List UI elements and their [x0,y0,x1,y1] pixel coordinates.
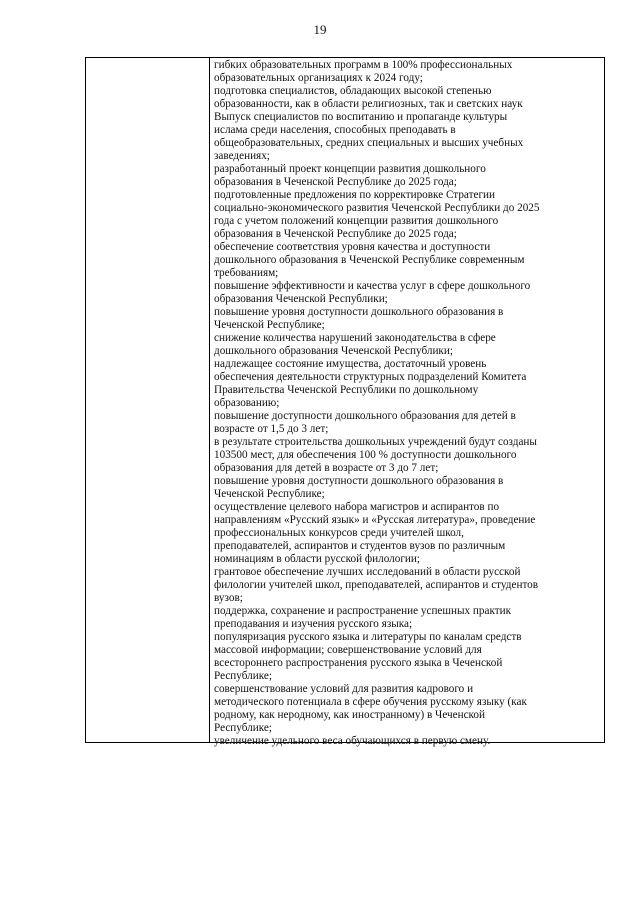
text-line: филологии учителей школ, преподавателей, аспирантов и студентов [214,579,539,591]
document-table [85,57,605,747]
text-line: поддержка, сохранение и распространение успешных практик [214,605,512,617]
text-line: повышение эффективности и качества услуг в сфере дошкольного [214,280,531,292]
text-line: надлежащее состояние имущества, достаточный уровень [214,358,487,370]
text-line: в результате строительства дошкольных учреждений будут созданы [214,436,537,448]
table-left-cell [86,58,210,742]
text-line: популяризация русского языка и литературы по каналам средств [214,631,522,643]
text-line: образования Чеченской Республики; [214,293,388,305]
text-line: родному, как неродному, как иностранному) в Чеченской [214,709,485,721]
text-line: повышение доступности дошкольного образования для детей в [214,410,516,422]
text-line: требованиям; [214,267,279,279]
text-line: массовой информации; совершенствование условий для [214,644,482,656]
text-line: общеобразовательных, средних специальных и высших учебных [214,137,524,149]
text-line: дошкольного образования в Чеченской Республике современным [214,254,525,266]
text-line: грантовое обеспечение лучших исследований в области русской [214,566,521,578]
text-line: методического потенциала в сфере обучения русскому языку (как [214,696,527,708]
text-line: гибких образовательных программ в 100% профессиональных [214,59,513,71]
text-line: Выпуск специалистов по воспитанию и пропаганде культуры [214,111,508,123]
text-line: направлениям «Русский язык» и «Русская литература», проведение [214,514,536,526]
text-line: образовательных организациях к 2024 году; [214,72,423,84]
text-line: обеспечение соответствия уровня качества и доступности [214,241,491,253]
text-line: обеспечения деятельности структурных подразделений Комитета [214,371,527,383]
table-right-cell [210,58,604,747]
text-line: разработанный проект концепции развития дошкольного [214,163,486,175]
text-line: образованности, как в области религиозных, так и светских наук [214,98,523,110]
text-line: года с учетом положений концепции развития дошкольного [214,215,499,227]
text-line: ислама среди населения, способных преподавать в [214,124,456,136]
text-line: подготовка специалистов, обладающих высокой степенью [214,85,492,97]
text-line: образованию; [214,397,280,409]
text-line: вузов; [214,592,243,604]
text-line: повышение уровня доступности дошкольного образования в [214,306,504,318]
text-line: увеличение удельного веса обучающихся в первую смену. [214,735,491,747]
text-line: Чеченской Республике; [214,488,325,500]
text-line: заведениях; [214,150,270,162]
page-number: 19 [313,22,327,37]
text-line: Республике; [214,722,272,734]
text-line: профессиональных конкурсов среди учителей школ, [214,527,464,539]
text-line: номинациям в области русской филологии; [214,553,420,565]
text-line: осуществление целевого набора магистров и аспирантов по [214,501,500,513]
text-line: преподавателей, аспирантов и студентов вузов по различным [214,540,506,552]
text-line: образования для детей в возрасте от 3 до 7 лет; [214,462,439,474]
text-line: социально-экономического развития Чеченской Республики до 2025 [214,202,540,214]
text-line: дошкольного образования Чеченской Республики; [214,345,453,357]
text-line: совершенствование условий для развития кадрового и [214,683,474,695]
text-line: образования в Чеченской Республике до 2025 года; [214,228,457,240]
text-line: Правительства Чеченской Республики по дошкольному [214,384,479,396]
text-line: преподавания и изучения русского языка; [214,618,413,630]
text-line: Республике; [214,670,272,682]
text-line: снижение количества нарушений законодательства в сфере [214,332,496,344]
text-line: образования в Чеченской Республике до 2025 года; [214,176,457,188]
text-line: возрасте от 1,5 до 3 лет; [214,423,329,435]
text-line: повышение уровня доступности дошкольного образования в [214,475,504,487]
text-line: 103500 мест, для обеспечения 100 % доступности дошкольного [214,449,517,461]
text-line: подготовленные предложения по корректировке Стратегии [214,189,496,201]
text-line: Чеченской Республике; [214,319,325,331]
text-line: всестороннего распространения русского языка в Чеченской [214,657,503,669]
